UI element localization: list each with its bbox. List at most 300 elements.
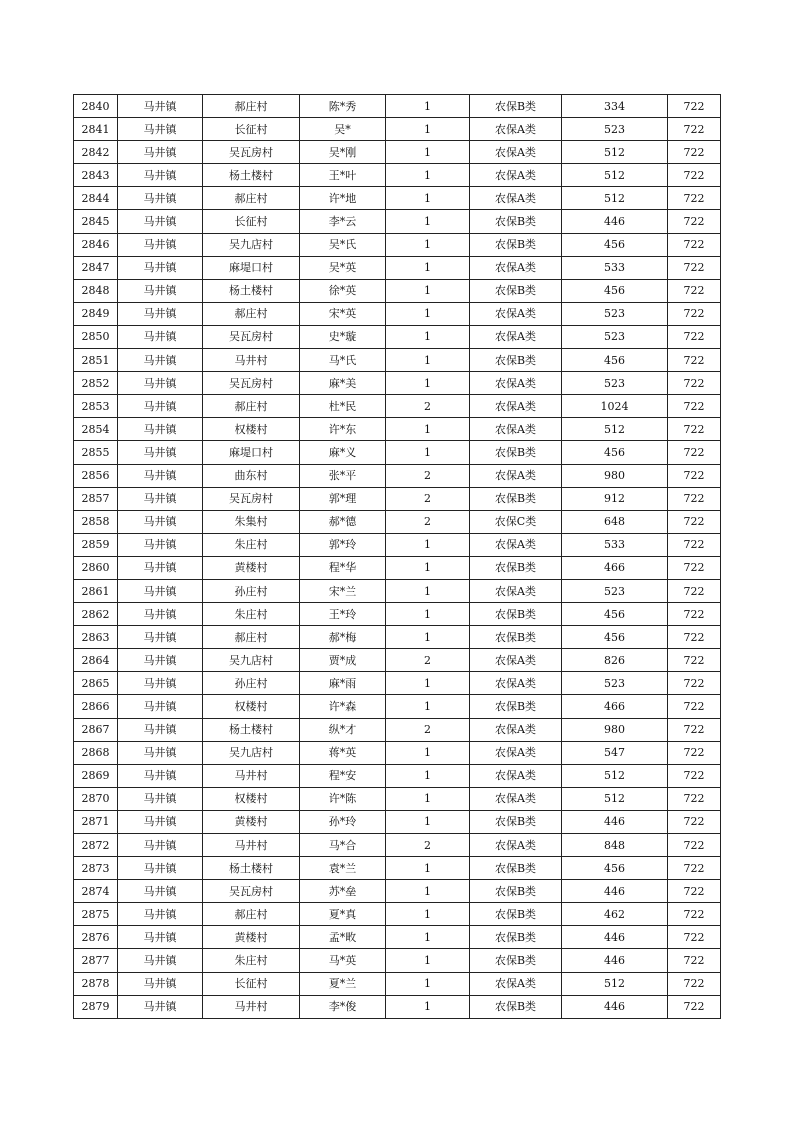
- cell-town: 马井镇: [118, 372, 203, 395]
- cell-amount: 523: [562, 672, 668, 695]
- cell-standard: 722: [668, 349, 721, 372]
- cell-standard: 722: [668, 626, 721, 649]
- cell-name: 吴*氏: [300, 233, 386, 256]
- cell-type: 农保A类: [470, 972, 562, 995]
- cell-name: 马*氏: [300, 349, 386, 372]
- cell-type: 农保B类: [470, 556, 562, 579]
- records-table: [73, 94, 721, 1019]
- cell-seq: 2870: [74, 787, 118, 810]
- cell-town: 马井镇: [118, 141, 203, 164]
- cell-village: 郝庄村: [203, 302, 300, 325]
- cell-count: 1: [386, 764, 470, 787]
- cell-type: 农保B类: [470, 926, 562, 949]
- cell-name: 吴*英: [300, 256, 386, 279]
- cell-name: 许*森: [300, 695, 386, 718]
- cell-amount: 446: [562, 995, 668, 1018]
- cell-town: 马井镇: [118, 233, 203, 256]
- table-row: [74, 579, 721, 602]
- cell-town: 马井镇: [118, 880, 203, 903]
- cell-type: 农保B类: [470, 857, 562, 880]
- table-row: [74, 279, 721, 302]
- cell-standard: 722: [668, 395, 721, 418]
- cell-seq: 2877: [74, 949, 118, 972]
- cell-count: 1: [386, 949, 470, 972]
- cell-type: 农保A类: [470, 187, 562, 210]
- cell-standard: 722: [668, 279, 721, 302]
- table-row: [74, 603, 721, 626]
- cell-village: 曲东村: [203, 464, 300, 487]
- cell-type: 农保B类: [470, 949, 562, 972]
- cell-town: 马井镇: [118, 510, 203, 533]
- table-row: [74, 695, 721, 718]
- cell-count: 1: [386, 556, 470, 579]
- cell-type: 农保A类: [470, 741, 562, 764]
- cell-count: 1: [386, 579, 470, 602]
- cell-seq: 2842: [74, 141, 118, 164]
- cell-seq: 2857: [74, 487, 118, 510]
- cell-name: 马*英: [300, 949, 386, 972]
- cell-standard: 722: [668, 302, 721, 325]
- cell-standard: 722: [668, 325, 721, 348]
- cell-amount: 826: [562, 649, 668, 672]
- table-row: [74, 510, 721, 533]
- cell-amount: 446: [562, 880, 668, 903]
- table-row: [74, 256, 721, 279]
- cell-standard: 722: [668, 256, 721, 279]
- cell-amount: 980: [562, 464, 668, 487]
- cell-standard: 722: [668, 233, 721, 256]
- table-row: [74, 556, 721, 579]
- cell-type: 农保B类: [470, 441, 562, 464]
- cell-count: 1: [386, 972, 470, 995]
- cell-amount: 446: [562, 949, 668, 972]
- cell-count: 1: [386, 233, 470, 256]
- cell-count: 1: [386, 187, 470, 210]
- cell-standard: 722: [668, 741, 721, 764]
- cell-type: 农保A类: [470, 764, 562, 787]
- cell-name: 郭*理: [300, 487, 386, 510]
- cell-name: 许*陈: [300, 787, 386, 810]
- cell-village: 长征村: [203, 972, 300, 995]
- cell-standard: 722: [668, 441, 721, 464]
- cell-seq: 2845: [74, 210, 118, 233]
- cell-standard: 722: [668, 649, 721, 672]
- cell-town: 马井镇: [118, 464, 203, 487]
- table-row: [74, 302, 721, 325]
- cell-seq: 2873: [74, 857, 118, 880]
- cell-seq: 2855: [74, 441, 118, 464]
- cell-village: 权楼村: [203, 418, 300, 441]
- table-row: [74, 372, 721, 395]
- table-row: [74, 649, 721, 672]
- cell-town: 马井镇: [118, 279, 203, 302]
- cell-town: 马井镇: [118, 441, 203, 464]
- cell-town: 马井镇: [118, 672, 203, 695]
- cell-name: 麻*义: [300, 441, 386, 464]
- cell-standard: 722: [668, 949, 721, 972]
- cell-count: 2: [386, 487, 470, 510]
- cell-type: 农保B类: [470, 903, 562, 926]
- cell-count: 1: [386, 372, 470, 395]
- cell-name: 麻*美: [300, 372, 386, 395]
- cell-name: 苏*垒: [300, 880, 386, 903]
- cell-count: 1: [386, 903, 470, 926]
- cell-type: 农保A类: [470, 256, 562, 279]
- cell-town: 马井镇: [118, 487, 203, 510]
- table-row: [74, 764, 721, 787]
- cell-amount: 912: [562, 487, 668, 510]
- cell-count: 2: [386, 395, 470, 418]
- cell-count: 1: [386, 95, 470, 118]
- cell-village: 吴九店村: [203, 649, 300, 672]
- cell-seq: 2858: [74, 510, 118, 533]
- cell-amount: 523: [562, 302, 668, 325]
- cell-type: 农保A类: [470, 418, 562, 441]
- cell-seq: 2849: [74, 302, 118, 325]
- cell-amount: 466: [562, 556, 668, 579]
- cell-village: 马井村: [203, 764, 300, 787]
- cell-seq: 2856: [74, 464, 118, 487]
- table-row: [74, 95, 721, 118]
- cell-amount: 523: [562, 372, 668, 395]
- cell-name: 陈*秀: [300, 95, 386, 118]
- cell-village: 吴瓦房村: [203, 487, 300, 510]
- cell-standard: 722: [668, 695, 721, 718]
- cell-village: 郝庄村: [203, 187, 300, 210]
- cell-seq: 2871: [74, 810, 118, 833]
- cell-type: 农保A类: [470, 834, 562, 857]
- cell-amount: 456: [562, 233, 668, 256]
- cell-type: 农保A类: [470, 395, 562, 418]
- cell-seq: 2859: [74, 533, 118, 556]
- table-row: [74, 880, 721, 903]
- cell-amount: 980: [562, 718, 668, 741]
- cell-count: 1: [386, 118, 470, 141]
- table-row: [74, 395, 721, 418]
- table-row: [74, 787, 721, 810]
- table-row: [74, 325, 721, 348]
- cell-name: 王*叶: [300, 164, 386, 187]
- cell-name: 蒋*英: [300, 741, 386, 764]
- cell-amount: 523: [562, 118, 668, 141]
- cell-count: 2: [386, 834, 470, 857]
- cell-seq: 2860: [74, 556, 118, 579]
- cell-village: 权楼村: [203, 695, 300, 718]
- cell-name: 纵*才: [300, 718, 386, 741]
- cell-count: 1: [386, 995, 470, 1018]
- cell-standard: 722: [668, 533, 721, 556]
- cell-seq: 2872: [74, 834, 118, 857]
- cell-town: 马井镇: [118, 325, 203, 348]
- cell-name: 张*平: [300, 464, 386, 487]
- cell-type: 农保B类: [470, 210, 562, 233]
- cell-seq: 2869: [74, 764, 118, 787]
- cell-count: 1: [386, 325, 470, 348]
- cell-name: 郝*梅: [300, 626, 386, 649]
- cell-amount: 456: [562, 857, 668, 880]
- cell-seq: 2847: [74, 256, 118, 279]
- cell-amount: 456: [562, 626, 668, 649]
- cell-count: 1: [386, 418, 470, 441]
- cell-seq: 2876: [74, 926, 118, 949]
- cell-type: 农保B类: [470, 487, 562, 510]
- cell-seq: 2843: [74, 164, 118, 187]
- cell-amount: 512: [562, 418, 668, 441]
- cell-name: 宋*英: [300, 302, 386, 325]
- table-row: [74, 718, 721, 741]
- cell-town: 马井镇: [118, 95, 203, 118]
- table-row: [74, 972, 721, 995]
- cell-town: 马井镇: [118, 649, 203, 672]
- cell-amount: 648: [562, 510, 668, 533]
- cell-village: 麻堤口村: [203, 256, 300, 279]
- cell-standard: 722: [668, 118, 721, 141]
- cell-type: 农保B类: [470, 995, 562, 1018]
- cell-amount: 466: [562, 695, 668, 718]
- cell-type: 农保A类: [470, 649, 562, 672]
- table-row: [74, 926, 721, 949]
- cell-town: 马井镇: [118, 972, 203, 995]
- cell-type: 农保B类: [470, 603, 562, 626]
- cell-type: 农保A类: [470, 141, 562, 164]
- cell-name: 贾*成: [300, 649, 386, 672]
- cell-town: 马井镇: [118, 926, 203, 949]
- cell-town: 马井镇: [118, 603, 203, 626]
- cell-type: 农保B类: [470, 695, 562, 718]
- cell-village: 吴九店村: [203, 741, 300, 764]
- cell-amount: 456: [562, 279, 668, 302]
- cell-count: 1: [386, 533, 470, 556]
- cell-seq: 2852: [74, 372, 118, 395]
- cell-village: 麻堤口村: [203, 441, 300, 464]
- cell-seq: 2850: [74, 325, 118, 348]
- cell-type: 农保B类: [470, 810, 562, 833]
- cell-type: 农保A类: [470, 787, 562, 810]
- cell-standard: 722: [668, 764, 721, 787]
- cell-count: 1: [386, 880, 470, 903]
- cell-seq: 2851: [74, 349, 118, 372]
- cell-standard: 722: [668, 579, 721, 602]
- cell-seq: 2874: [74, 880, 118, 903]
- cell-village: 朱集村: [203, 510, 300, 533]
- table-row: [74, 487, 721, 510]
- cell-seq: 2844: [74, 187, 118, 210]
- cell-village: 朱庄村: [203, 533, 300, 556]
- cell-standard: 722: [668, 556, 721, 579]
- cell-town: 马井镇: [118, 695, 203, 718]
- cell-standard: 722: [668, 718, 721, 741]
- cell-name: 许*地: [300, 187, 386, 210]
- cell-amount: 523: [562, 325, 668, 348]
- cell-village: 马井村: [203, 349, 300, 372]
- cell-count: 1: [386, 349, 470, 372]
- cell-name: 吴*: [300, 118, 386, 141]
- cell-village: 杨土楼村: [203, 857, 300, 880]
- cell-name: 孟*畋: [300, 926, 386, 949]
- cell-village: 吴九店村: [203, 233, 300, 256]
- cell-seq: 2865: [74, 672, 118, 695]
- cell-standard: 722: [668, 487, 721, 510]
- cell-amount: 446: [562, 210, 668, 233]
- cell-name: 李*俊: [300, 995, 386, 1018]
- table-row: [74, 464, 721, 487]
- cell-type: 农保B类: [470, 349, 562, 372]
- cell-standard: 722: [668, 210, 721, 233]
- cell-type: 农保A类: [470, 672, 562, 695]
- cell-standard: 722: [668, 372, 721, 395]
- cell-standard: 722: [668, 834, 721, 857]
- cell-seq: 2853: [74, 395, 118, 418]
- cell-village: 吴瓦房村: [203, 325, 300, 348]
- cell-village: 黄楼村: [203, 556, 300, 579]
- cell-amount: 456: [562, 349, 668, 372]
- cell-standard: 722: [668, 787, 721, 810]
- cell-type: 农保A类: [470, 533, 562, 556]
- table-row: [74, 995, 721, 1018]
- cell-name: 吴*刚: [300, 141, 386, 164]
- cell-seq: 2848: [74, 279, 118, 302]
- cell-count: 2: [386, 718, 470, 741]
- cell-count: 1: [386, 302, 470, 325]
- cell-village: 长征村: [203, 210, 300, 233]
- cell-name: 郝*德: [300, 510, 386, 533]
- cell-standard: 722: [668, 603, 721, 626]
- cell-amount: 533: [562, 533, 668, 556]
- cell-type: 农保A类: [470, 302, 562, 325]
- cell-type: 农保A类: [470, 579, 562, 602]
- cell-seq: 2875: [74, 903, 118, 926]
- cell-town: 马井镇: [118, 995, 203, 1018]
- cell-name: 郭*玲: [300, 533, 386, 556]
- cell-village: 朱庄村: [203, 949, 300, 972]
- cell-town: 马井镇: [118, 903, 203, 926]
- cell-count: 1: [386, 926, 470, 949]
- table-row: [74, 349, 721, 372]
- cell-amount: 1024: [562, 395, 668, 418]
- cell-village: 郝庄村: [203, 626, 300, 649]
- table-row: [74, 210, 721, 233]
- cell-seq: 2841: [74, 118, 118, 141]
- cell-standard: 722: [668, 926, 721, 949]
- cell-town: 马井镇: [118, 810, 203, 833]
- cell-village: 黄楼村: [203, 810, 300, 833]
- table-row: [74, 903, 721, 926]
- cell-name: 夏*真: [300, 903, 386, 926]
- cell-village: 杨土楼村: [203, 164, 300, 187]
- cell-village: 郝庄村: [203, 395, 300, 418]
- cell-seq: 2879: [74, 995, 118, 1018]
- cell-amount: 456: [562, 441, 668, 464]
- cell-seq: 2861: [74, 579, 118, 602]
- cell-standard: 722: [668, 672, 721, 695]
- cell-town: 马井镇: [118, 857, 203, 880]
- table-row: [74, 626, 721, 649]
- cell-type: 农保B类: [470, 95, 562, 118]
- cell-seq: 2840: [74, 95, 118, 118]
- cell-village: 吴瓦房村: [203, 141, 300, 164]
- cell-seq: 2878: [74, 972, 118, 995]
- cell-town: 马井镇: [118, 533, 203, 556]
- cell-town: 马井镇: [118, 302, 203, 325]
- cell-type: 农保A类: [470, 372, 562, 395]
- cell-village: 郝庄村: [203, 95, 300, 118]
- cell-town: 马井镇: [118, 256, 203, 279]
- cell-name: 史*璇: [300, 325, 386, 348]
- cell-seq: 2864: [74, 649, 118, 672]
- cell-standard: 722: [668, 141, 721, 164]
- cell-standard: 722: [668, 164, 721, 187]
- cell-type: 农保B类: [470, 279, 562, 302]
- cell-count: 1: [386, 626, 470, 649]
- cell-count: 1: [386, 857, 470, 880]
- cell-count: 1: [386, 787, 470, 810]
- table-row: [74, 233, 721, 256]
- cell-standard: 722: [668, 903, 721, 926]
- cell-type: 农保C类: [470, 510, 562, 533]
- cell-amount: 512: [562, 187, 668, 210]
- cell-name: 徐*英: [300, 279, 386, 302]
- cell-town: 马井镇: [118, 556, 203, 579]
- cell-count: 2: [386, 464, 470, 487]
- cell-count: 1: [386, 695, 470, 718]
- cell-name: 袁*兰: [300, 857, 386, 880]
- cell-town: 马井镇: [118, 787, 203, 810]
- cell-seq: 2862: [74, 603, 118, 626]
- cell-amount: 512: [562, 141, 668, 164]
- cell-town: 马井镇: [118, 118, 203, 141]
- cell-standard: 722: [668, 418, 721, 441]
- cell-name: 程*安: [300, 764, 386, 787]
- cell-village: 郝庄村: [203, 903, 300, 926]
- cell-town: 马井镇: [118, 418, 203, 441]
- cell-type: 农保B类: [470, 233, 562, 256]
- cell-amount: 446: [562, 926, 668, 949]
- table-row: [74, 672, 721, 695]
- cell-amount: 456: [562, 603, 668, 626]
- cell-count: 2: [386, 649, 470, 672]
- cell-count: 1: [386, 741, 470, 764]
- cell-town: 马井镇: [118, 187, 203, 210]
- table-row: [74, 810, 721, 833]
- cell-standard: 722: [668, 464, 721, 487]
- cell-name: 程*华: [300, 556, 386, 579]
- cell-standard: 722: [668, 857, 721, 880]
- table-row: [74, 441, 721, 464]
- cell-standard: 722: [668, 95, 721, 118]
- cell-village: 孙庄村: [203, 672, 300, 695]
- cell-count: 1: [386, 279, 470, 302]
- cell-standard: 722: [668, 880, 721, 903]
- cell-town: 马井镇: [118, 395, 203, 418]
- cell-count: 1: [386, 441, 470, 464]
- cell-town: 马井镇: [118, 718, 203, 741]
- cell-village: 杨土楼村: [203, 279, 300, 302]
- cell-amount: 462: [562, 903, 668, 926]
- cell-name: 杜*民: [300, 395, 386, 418]
- cell-amount: 523: [562, 579, 668, 602]
- cell-standard: 722: [668, 995, 721, 1018]
- cell-standard: 722: [668, 972, 721, 995]
- table-row: [74, 949, 721, 972]
- cell-village: 吴瓦房村: [203, 880, 300, 903]
- cell-town: 马井镇: [118, 579, 203, 602]
- records-body: [74, 95, 721, 1019]
- cell-name: 李*云: [300, 210, 386, 233]
- cell-seq: 2866: [74, 695, 118, 718]
- cell-type: 农保B类: [470, 880, 562, 903]
- cell-town: 马井镇: [118, 834, 203, 857]
- table-row: [74, 118, 721, 141]
